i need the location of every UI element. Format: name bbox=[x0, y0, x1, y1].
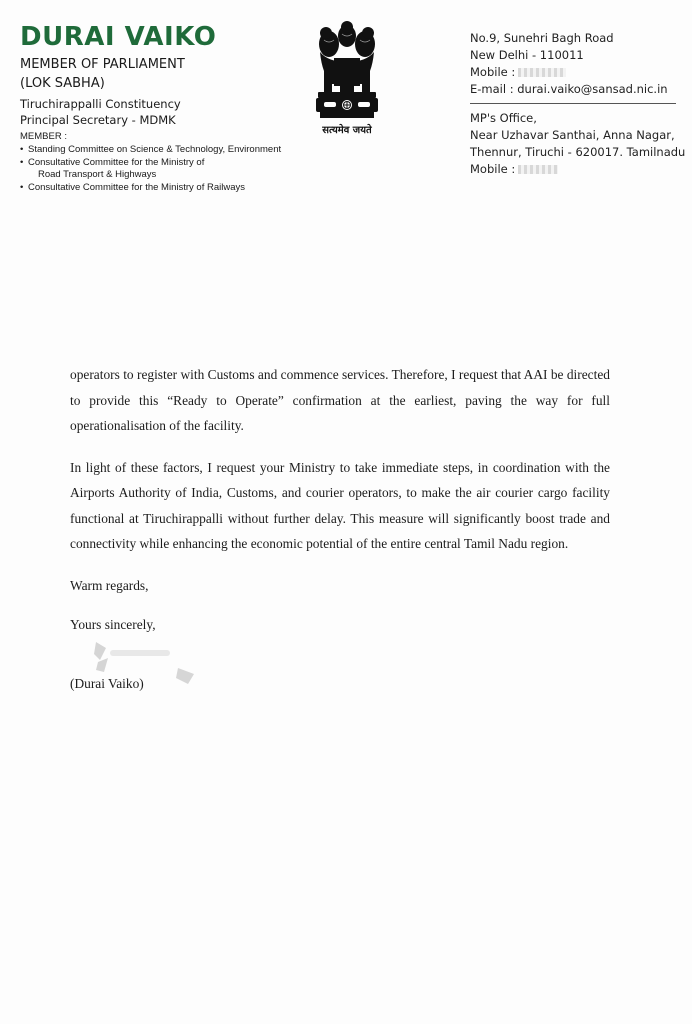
delhi-address-line: No.9, Sunehri Bagh Road bbox=[470, 31, 614, 45]
body-paragraph: In light of these factors, I request your Ministry to take immediate steps, in coordination with the Airports Authority of India, Customs, and courier operators, to make the air courier cargo facility functional at Tiruchirappalli without further delay. This measure will significantly boost trade and connectivity while enhancing the economic potential of the entire central Tamil Nadu region. bbox=[70, 459, 610, 551]
delhi-address-line: New Delhi - 110011 bbox=[470, 48, 584, 62]
address-divider bbox=[470, 103, 676, 104]
constituency-block bbox=[20, 96, 310, 128]
letterhead-left bbox=[20, 22, 310, 194]
committee-list bbox=[20, 144, 310, 194]
signatory-name: (Durai Vaiko) bbox=[70, 676, 144, 691]
committee-line: Road Transport & Highways bbox=[38, 169, 157, 180]
mp-role bbox=[20, 55, 310, 93]
committee-item bbox=[20, 182, 310, 195]
constituency: Tiruchirappalli Constituency bbox=[20, 97, 181, 111]
office-address-line: Near Uzhavar Santhai, Anna Nagar, bbox=[470, 128, 675, 142]
delhi-mobile bbox=[470, 64, 682, 81]
mobile-label: Mobile : bbox=[470, 65, 516, 79]
office-address-line: MP's Office, bbox=[470, 111, 537, 125]
mp-name: DURAI VAIKO bbox=[20, 22, 217, 52]
closing-regards: Warm regards, bbox=[70, 577, 149, 593]
member-heading: MEMBER : bbox=[20, 131, 67, 142]
letterhead-right bbox=[470, 30, 686, 178]
role-line: (LOK SABHA) bbox=[20, 76, 105, 91]
emblem-motto: सत्यमेव जयते bbox=[322, 125, 372, 136]
committee-line: Standing Committee on Science & Technology, Environment bbox=[28, 144, 282, 155]
committee-line: Consultative Committee for the Ministry of bbox=[28, 156, 205, 168]
closing-sincerely: Yours sincerely, bbox=[70, 617, 156, 632]
body-paragraph: operators to register with Customs and commence services. Therefore, I request that AAI be directed to provide this “Ready to Operate” confirmation at the earliest, paving the way for full operationalisation of the facility. bbox=[70, 367, 610, 433]
office-address-line: Thennur, Tiruchi - 620017. Tamilnadu bbox=[470, 145, 686, 159]
redacted-number bbox=[518, 165, 558, 174]
bullet-icon: • bbox=[20, 181, 24, 193]
bullet-icon: • bbox=[20, 156, 24, 168]
role-line: MEMBER OF PARLIAMENT bbox=[20, 57, 185, 72]
bullet-icon: • bbox=[20, 144, 24, 155]
mobile-label: Mobile : bbox=[470, 162, 516, 176]
letter-body bbox=[70, 362, 610, 652]
committee-line: Consultative Committee for the Ministry of Railways bbox=[28, 181, 245, 193]
party-role: Principal Secretary - MDMK bbox=[20, 113, 176, 127]
office-mobile bbox=[470, 161, 682, 178]
redacted-number bbox=[518, 68, 566, 77]
committee-item bbox=[20, 157, 310, 182]
committee-item bbox=[20, 144, 310, 157]
email-line: E-mail : durai.vaiko@sansad.nic.in bbox=[470, 82, 668, 96]
